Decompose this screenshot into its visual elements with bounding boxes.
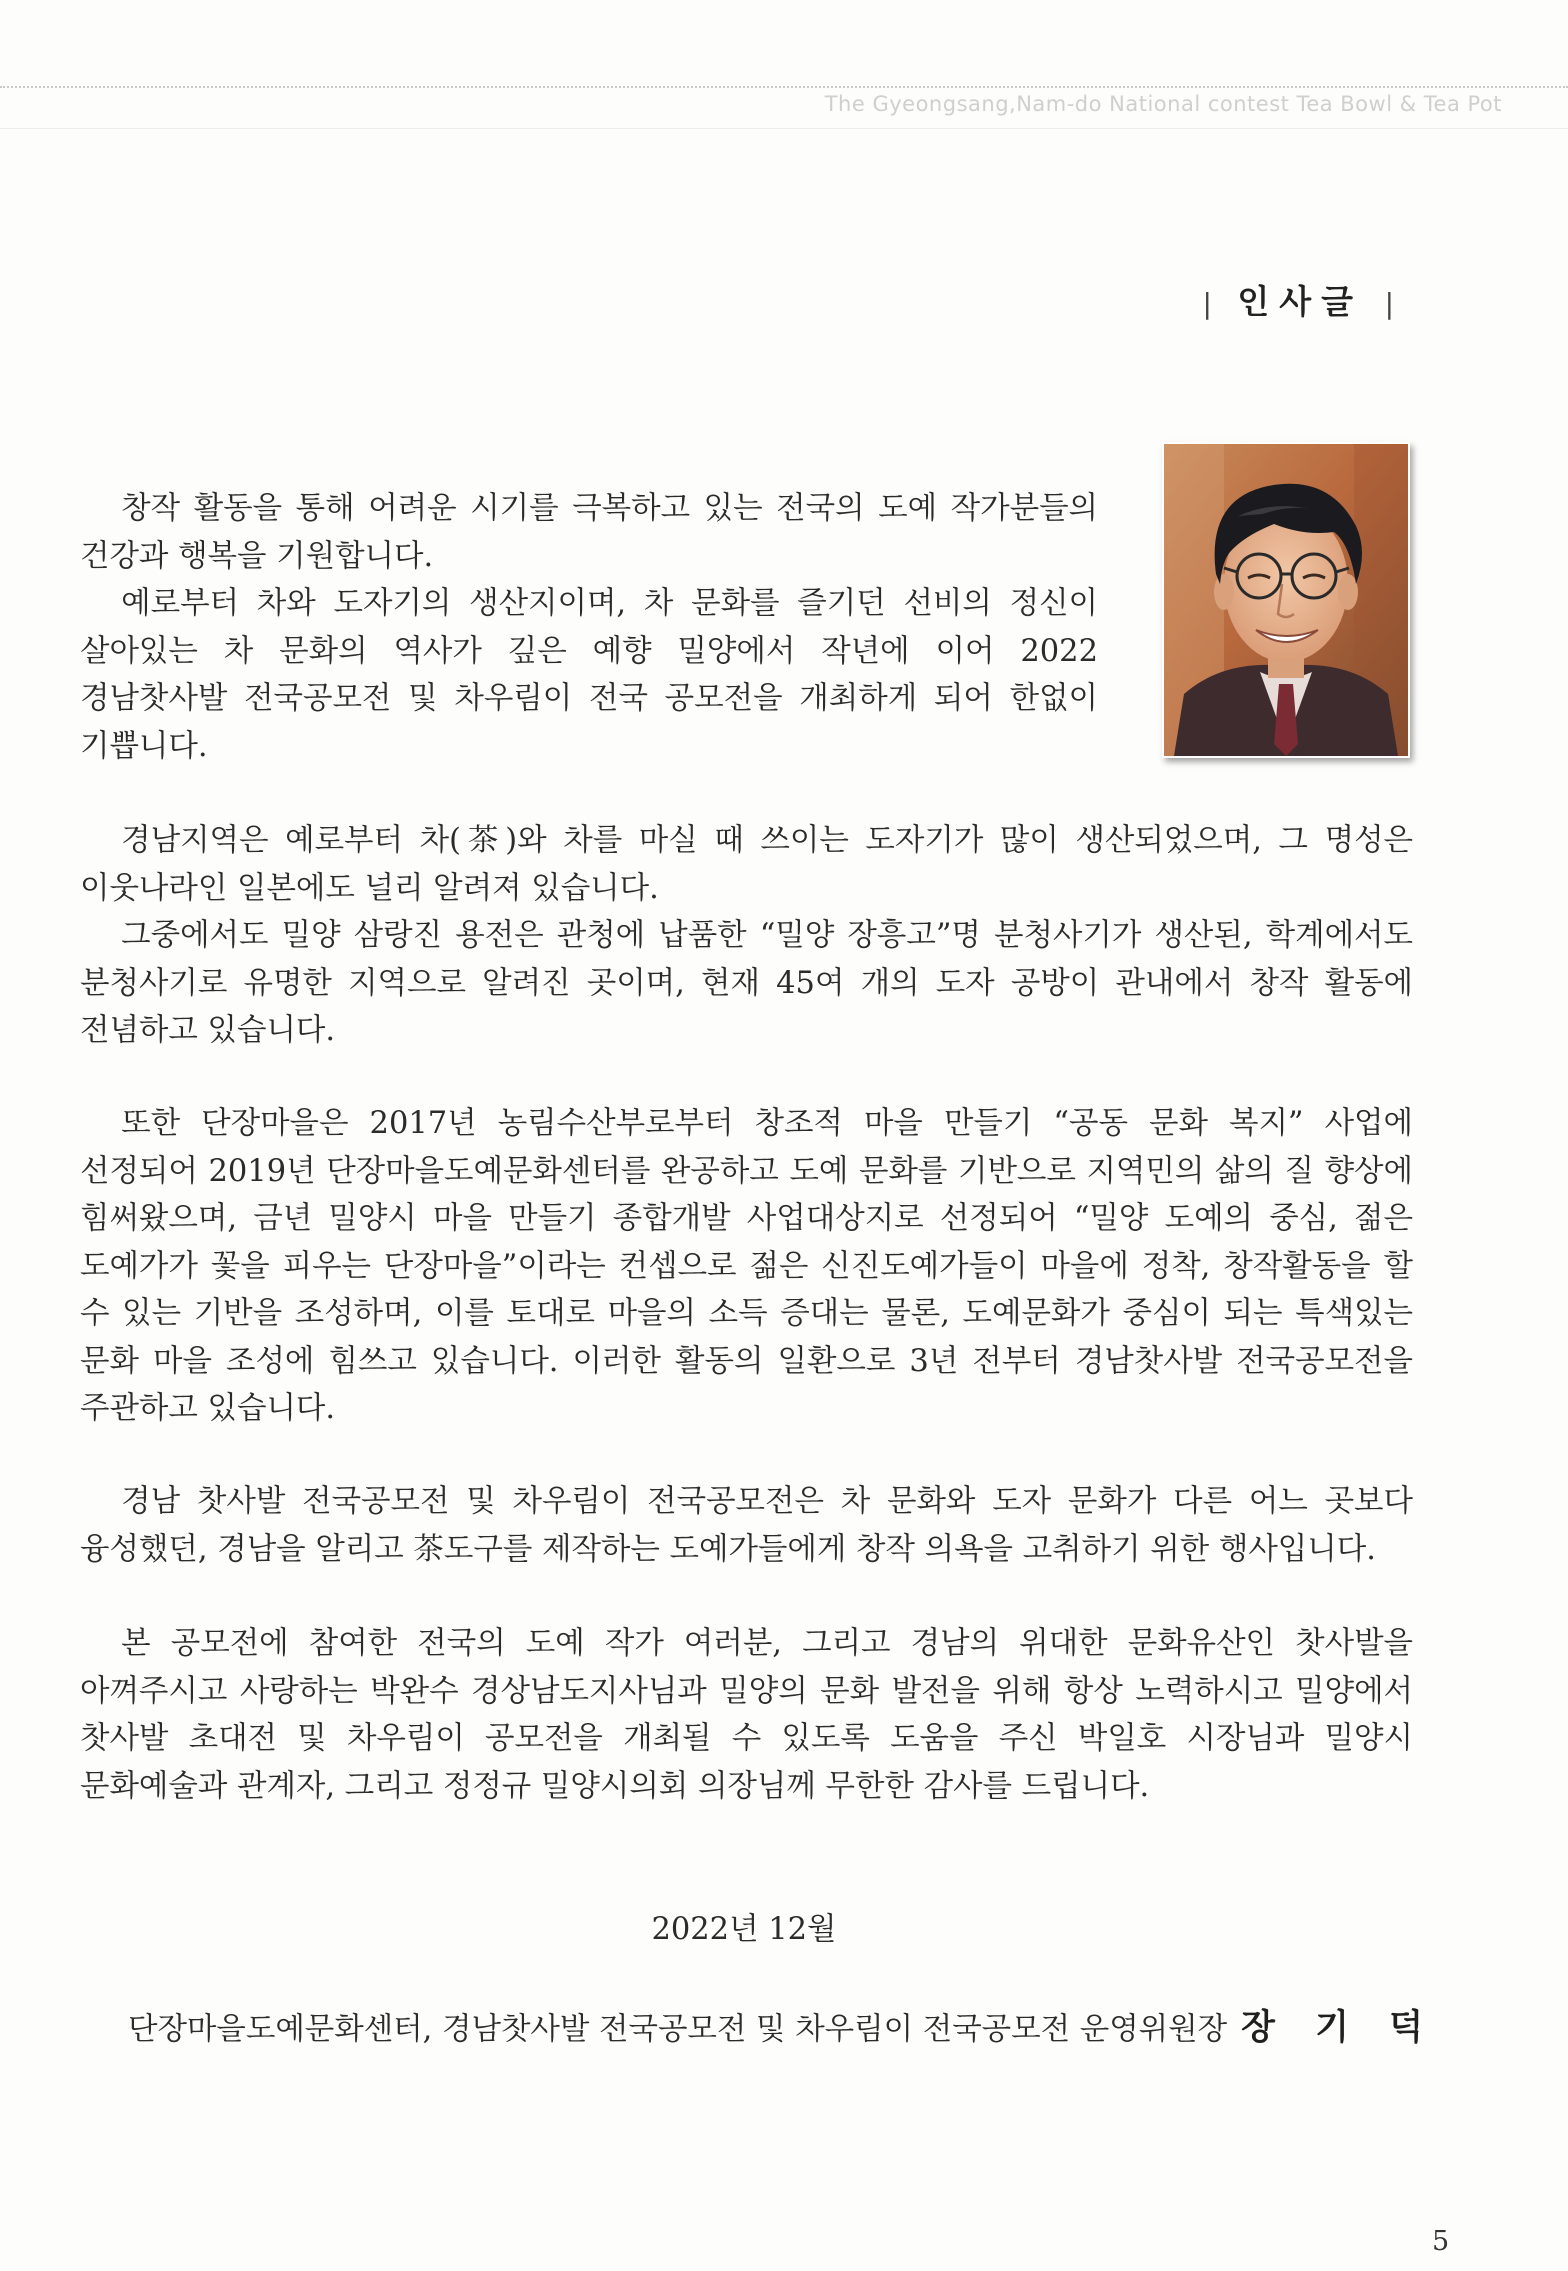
- header-rule: [0, 128, 1568, 129]
- paragraph-text: 경남지역은 예로부터 차(茶)와 차를 마실 때 쓰이는 도자기가 많이 생산되었으며, 그 명성은 이웃나라인 일본에도 널리 알려져 있습니다.: [80, 823, 1413, 906]
- paragraph-text: 예로부터 차와 도자기의 생산지이며, 차 문화를 즐기던 선비의 정신이 살아있는 차 문화의 역사가 깊은 예향 밀양에서 작년에 이어 2022 경남찻사발 전국공모전 및 차우림이 전국 공모전을 개최하게 되어 한없이 기쁩니다.: [80, 586, 1098, 764]
- signature-block: [128, 2000, 1437, 2050]
- page-number: 5: [1432, 2226, 1450, 2257]
- paragraph-text: 또한 단장마을은 2017년 농림수산부로부터 창조적 마을 만들기 “공동 문화 복지” 사업에 선정되어 2019년 단장마을도예문화센터를 완공하고 도예 문화를 기반으로 지역민의 삶의 질 향상에 힘써왔으며, 금년 밀양시 마을 만들기 종합개발 사업대상지로 선정되어 “밀양 도예의 중심, 젊은 도예가가 꽃을 피우는 단장마을”이라는 컨셉으로 젊은 신진도예가들이 마을에 정착, 창작활동을 할 수 있는 기반을 조성하며, 이를 토대로 마을의 소득 증대는 물론, 도예문화가 중심이 되는 특색있는 문화 마을 조성에 힘쓰고 있습니다. 이러한 활동의 일환으로 3년 전부터 경남찻사발 전국공모전을 주관하고 있습니다.: [80, 1106, 1413, 1426]
- greeting-paragraph-7: [80, 1620, 1413, 1810]
- heading-text: 인사글: [1237, 282, 1364, 321]
- page-heading: [1202, 276, 1398, 323]
- signature-organization: 단장마을도예문화센터, 경남찻사발 전국공모전 및 차우림이 전국공모전 운영위원장: [128, 2012, 1228, 2047]
- signature-name: 장 기 덕: [1241, 2008, 1437, 2048]
- paragraph-text: 그중에서도 밀양 삼랑진 용전은 관청에 납품한 “밀양 장흥고”명 분청사기가 생산된, 학계에서도 분청사기로 유명한 지역으로 알려진 곳이며, 현재 45여 개의 도자 공방이 관내에서 창작 활동에 전념하고 있습니다.: [80, 918, 1413, 1048]
- letter-date: 2022년 12월: [651, 1912, 837, 1947]
- portrait-photo: [1164, 444, 1408, 756]
- paragraph-text: 창작 활동을 통해 어려운 시기를 극복하고 있는 전국의 도예 작가분들의 건강과 행복을 기원합니다.: [80, 491, 1098, 574]
- paragraph-text: 경남 찻사발 전국공모전 및 차우림이 전국공모전은 차 문화와 도자 문화가 다른 어느 곳보다 융성했던, 경남을 알리고 茶도구를 제작하는 도예가들에게 창작 의욕을 고취하기 위한 행사입니다.: [80, 1484, 1413, 1567]
- greeting-paragraph-1: [80, 485, 1098, 580]
- paragraph-text: 본 공모전에 참여한 전국의 도예 작가 여러분, 그리고 경남의 위대한 문화유산인 찻사발을 아껴주시고 사랑하는 박완수 경상남도지사님과 밀양의 문화 발전을 위해 항상 노력하시고 밀양에서 찻사발 초대전 및 차우림이 공모전을 개최될 수 있도록 도움을 주신 박일호 시장님과 밀양시 문화예술과 관계자, 그리고 정정규 밀양시의회 의장님께 무한한 감사를 드립니다.: [80, 1626, 1413, 1804]
- greeting-paragraph-5: [80, 1100, 1413, 1433]
- heading-right-bar: |: [1384, 287, 1398, 320]
- greeting-paragraph-6: [80, 1478, 1413, 1573]
- header-dotted-rule: [0, 86, 1568, 88]
- author-portrait: [1162, 442, 1410, 758]
- greeting-paragraph-4: [80, 912, 1413, 1055]
- greeting-paragraph-2: [80, 580, 1098, 770]
- greeting-paragraph-3: [80, 817, 1413, 912]
- running-header-title: The Gyeongsang,Nam-do National contest Tea Bowl & Tea Pot: [824, 92, 1502, 116]
- heading-left-bar: |: [1202, 287, 1216, 320]
